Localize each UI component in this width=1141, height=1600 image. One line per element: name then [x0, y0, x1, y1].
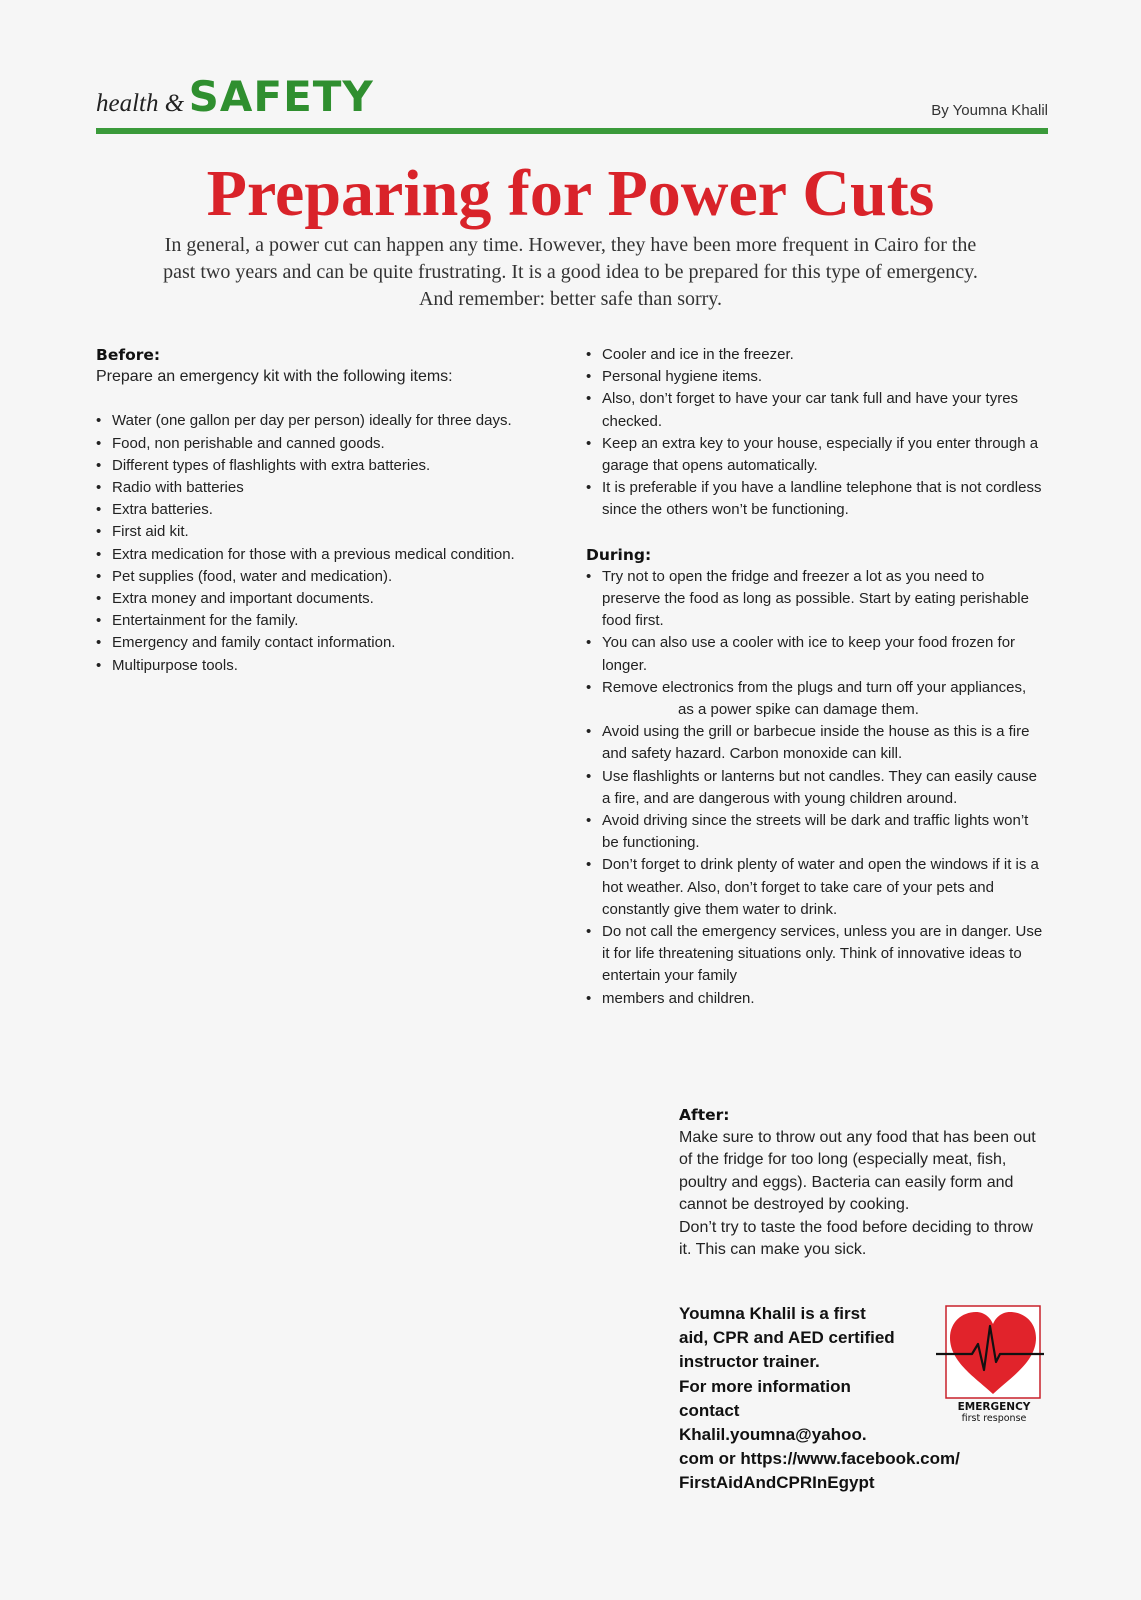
- section-tag-main: SAFETY: [188, 72, 374, 121]
- during-heading: During:: [586, 545, 652, 564]
- list-item: • Personal hygiene items.: [586, 366, 1046, 388]
- list-item: • members and children.: [586, 988, 1046, 1010]
- list-item: • It is preferable if you have a landline telephone that is not cordless since the others won’t be functioning.: [586, 477, 1046, 521]
- list-item: • Extra medication for those with a previous medical condition.: [96, 544, 546, 566]
- bio-line: aid, CPR and AED certified: [679, 1328, 895, 1348]
- list-item: • Use flashlights or lanterns but not candles. They can easily cause a fire, and are dangerous with young children around.: [586, 766, 1046, 810]
- list-item: • Do not call the emergency services, unless you are in danger. Use it for life threatening situations only. Think of innovative ideas to entertain your family: [586, 921, 1046, 988]
- bio-facebook-link: com or https://www.facebook.com/: [679, 1449, 960, 1469]
- list-item: • First aid kit.: [96, 521, 546, 543]
- list-item: • Keep an extra key to your house, especially if you enter through a garage that opens automatically.: [586, 433, 1046, 477]
- header-divider: [96, 128, 1048, 134]
- list-item: • Multipurpose tools.: [96, 655, 546, 677]
- page-header: [96, 72, 1048, 134]
- intro-line: And remember: better safe than sorry.: [418, 288, 723, 310]
- right-column: [586, 344, 1046, 1010]
- during-list: [586, 566, 1046, 699]
- after-paragraph: Make sure to throw out any food that has been out of the fridge for too long (especially meat, fish, poultry and eggs). Bacteria can easily form and cannot be destroyed by cooking.: [679, 1128, 1036, 1213]
- list-item: • Try not to open the fridge and freezer a lot as you need to preserve the food as long as possible. Start by eating perishable food first.: [586, 566, 1046, 633]
- during-sub-list: [586, 721, 1046, 1010]
- list-item: • Emergency and family contact information.: [96, 632, 546, 654]
- list-item: • Food, non perishable and canned goods.: [96, 433, 546, 455]
- before-lead: Prepare an emergency kit with the following items:: [96, 368, 453, 386]
- list-item: • Don’t forget to drink plenty of water and open the windows if it is a hot weather. Also, don’t forget to take care of your pets and constantly give them water to drink.: [586, 854, 1046, 921]
- list-item: • Also, don’t forget to have your car tank full and have your tyres checked.: [586, 388, 1046, 432]
- after-section: [679, 1104, 1049, 1262]
- list-item: • Cooler and ice in the freezer.: [586, 344, 1046, 366]
- bio-line: For more information: [679, 1376, 851, 1396]
- bio-line: Youmna Khalil is a first: [679, 1304, 866, 1323]
- logo-word: EMERGENCY: [957, 1401, 1031, 1413]
- list-item: • Extra batteries.: [96, 499, 546, 521]
- list-item: • Radio with batteries: [96, 477, 546, 499]
- list-item: • Avoid driving since the streets will be dark and traffic lights won’t be functioning.: [586, 810, 1046, 854]
- list-item: • Extra money and important documents.: [96, 588, 546, 610]
- after-paragraph: Don’t try to taste the food before deciding to throw it. This can make you sick.: [679, 1218, 1033, 1258]
- bio-line: contact: [679, 1400, 740, 1420]
- during-continuation: as a power spike can damage them.: [678, 701, 919, 719]
- list-item: • Water (one gallon per day per person) ideally for three days.: [96, 410, 546, 432]
- bio-facebook-link: FirstAidAndCPRInEgypt: [679, 1473, 875, 1493]
- bio-line: instructor trainer.: [679, 1352, 820, 1372]
- intro-line: In general, a power cut can happen any time. However, they have been more frequent in Cairo for the: [164, 234, 977, 256]
- spacer: [586, 522, 1046, 544]
- list-item: • Avoid using the grill or barbecue inside the house as this is a fire and safety hazard. Carbon monoxide can kill.: [586, 721, 1046, 765]
- article-title: Preparing for Power Cuts: [206, 157, 935, 230]
- logo-tagline: first response: [961, 1413, 1027, 1424]
- after-heading: After:: [679, 1106, 730, 1124]
- article-intro: [110, 232, 1031, 313]
- section-tag: [96, 72, 374, 121]
- intro-line: past two years and can be quite frustrating. It is a good idea to be prepared for this type of emergency.: [163, 261, 978, 283]
- section-tag-prefix: health &: [96, 90, 185, 117]
- before-list-continued: [586, 344, 1046, 522]
- list-item: • You can also use a cooler with ice to keep your food frozen for longer.: [586, 632, 1046, 676]
- list-item: • Pet supplies (food, water and medication).: [96, 566, 546, 588]
- byline: By Youmna Khalil: [931, 102, 1048, 119]
- left-column: [96, 344, 546, 677]
- before-heading: Before:: [96, 346, 161, 364]
- before-list: [96, 410, 546, 676]
- emergency-first-response-logo: [936, 1304, 1044, 1424]
- list-item: • Different types of flashlights with extra batteries.: [96, 455, 546, 477]
- list-item: • Remove electronics from the plugs and turn off your appliances,: [586, 677, 1046, 699]
- bio-email: Khalil.youmna@yahoo.: [679, 1425, 867, 1445]
- list-item: • Entertainment for the family.: [96, 610, 546, 632]
